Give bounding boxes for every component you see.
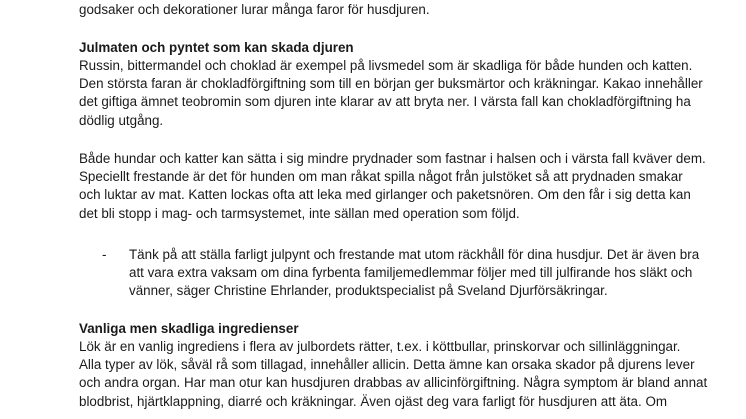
text-line: vänner, säger Christine Ehrlander, produktspecialist på Sveland Djurförsäkringar. (129, 283, 608, 299)
bullet-marker: - (102, 247, 107, 262)
text-line: Tänk på att ställa farligt julpynt och frestande mat utom räckhåll för dina husdjur. Det är även bra (129, 247, 700, 262)
text-line: det giftiga ämnet teobromin som djuren inte klarar av att bryta ner. I värsta fall kan chokladförgiftning ha (79, 94, 691, 110)
intro-paragraph (79, 1, 679, 19)
text-line: Den största faran är chokladförgiftning som till en början ger buksmärtor och kräkningar. Kakao innehåller (79, 76, 703, 92)
text-line: Lök är en vanlig ingrediens i flera av julbordets rätter, t.ex. i köttbullar, prinskorvar och sillinläggningar. (79, 339, 681, 354)
section1-heading: Julmaten och pyntet som kan skada djuren (79, 40, 354, 55)
bullet-quote (102, 246, 702, 301)
bullet-text (129, 246, 702, 301)
text-line: Både hundar och katter kan sätta i sig mindre prydnader som fastnar i halsen och i värsta fall kväver dem. (79, 151, 706, 166)
text-line: att vara extra vaksam om dina fyrbenta familjemedlemmar följer med till julfirande hos släkt och (129, 265, 693, 281)
text-line: blodbrist, hjärtklappning, diarré och kräkningar. Även ojäst deg vara farligt för husdjuren att äta. Om (79, 393, 668, 409)
section2-paragraph-1 (79, 338, 708, 411)
section1-paragraph-2 (79, 150, 706, 223)
section-heading-julmaten (79, 39, 679, 57)
section1-paragraph-1 (79, 57, 703, 130)
text-line: och andra organ. Har man otur kan husdjuren drabbas av allicinförgiftning. Några symptom är bland annat (79, 375, 708, 391)
section-heading-ingredienser (79, 320, 679, 338)
text-line: dödlig utgång. (79, 112, 164, 128)
intro-line: godsaker och dekorationer lurar många faror för husdjuren. (79, 2, 430, 17)
text-line: det bli stopp i mag- och tarmsystemet, inte sällan med operation som följd. (79, 205, 520, 221)
text-line: och luktar av mat. Katten lockas ofta att leka med girlanger och paketsnören. Om den får i sig detta kan (79, 187, 691, 203)
text-line: Speciellt frestande är det för hunden om man råkat spilla något från julstöket så att prydnaden smakar (79, 169, 683, 185)
text-line: Alla typer av lök, såväl rå som tillagad, innehåller allicin. Detta ämne kan orsaka skador på djurens lever (79, 357, 695, 373)
text-line: Russin, bittermandel och choklad är exempel på livsmedel som är skadliga för både hunden och katten. (79, 58, 693, 73)
section2-heading: Vanliga men skadliga ingredienser (79, 321, 299, 336)
